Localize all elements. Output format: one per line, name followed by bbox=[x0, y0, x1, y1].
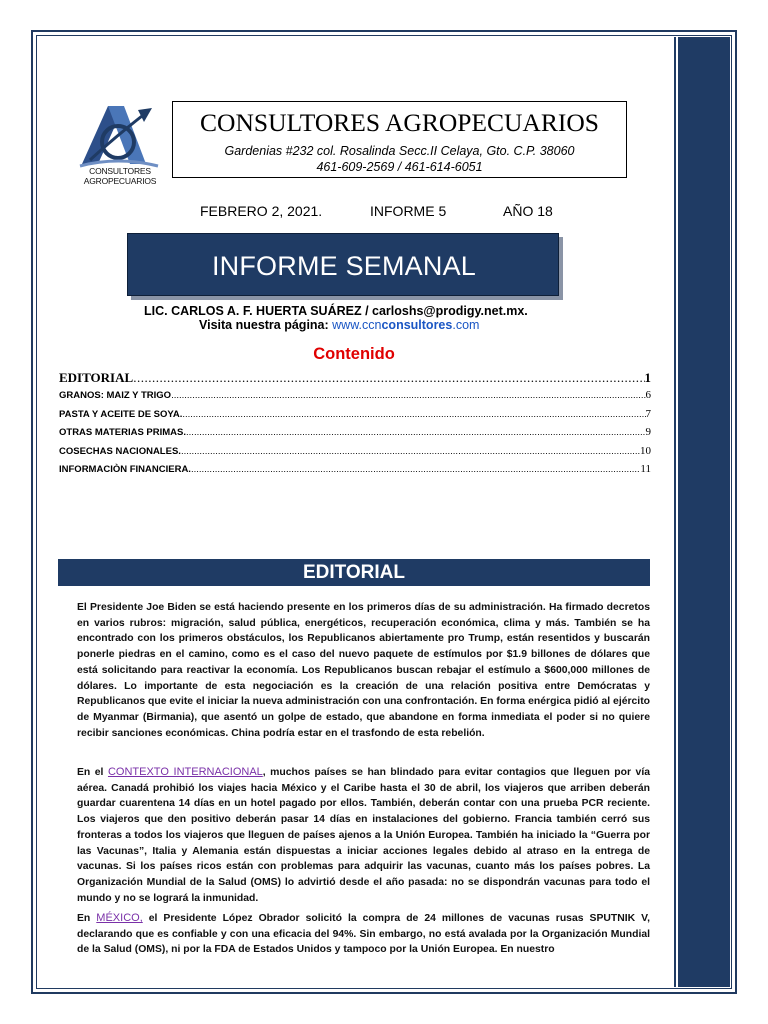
toc-item-financiera[interactable]: INFORMACIÒN FINANCIERA. ..... 11 bbox=[59, 463, 651, 482]
mexico-link[interactable]: MÉXICO, bbox=[96, 912, 143, 924]
company-address: Gardenias #232 col. Rosalinda Secc.II Celaya, Gto. C.P. 38060 bbox=[224, 144, 575, 158]
company-phones: 461-609-2569 / 461-614-6051 bbox=[316, 160, 483, 174]
company-name: CONSULTORES AGROPECUARIOS bbox=[200, 108, 599, 137]
website-line bbox=[199, 318, 599, 333]
toc-item-cosechas[interactable]: COSECHAS NACIONALES. ..... 10 bbox=[59, 445, 651, 464]
editorial-section-header bbox=[58, 559, 650, 586]
issue-date: FEBRERO 2, 2021. bbox=[200, 203, 323, 219]
toc-item-granos[interactable]: GRANOS: MAIZ Y TRIGO ..... 6 bbox=[59, 389, 651, 408]
logo-caption-line1: CONSULTORES bbox=[89, 166, 151, 176]
issue-year: AÑO 18 bbox=[503, 203, 553, 219]
editorial-paragraph-1: El Presidente Joe Biden se está haciendo presente en los primeros días de su administración. Ha firmado decretos en varios rubros: migración, salud pública, energéticos, recuperación económica, clima y más. También se ha encontrado con los primeros obstáculos, los Republicanos abiertamente pro Trump, están resentidos y buscarán ponerle piedras en el camino, como es el caso del nuevo paquete de estímulos por $1.9 billones de dólares que está solicitando para reactivar la economía. Los Republicanos buscan rebajar el estímulo a $600,000 millones de dólares. Lo importante de esta negociación es la creación de una relación positiva entre Demócratas y Republicanos que evite el iniciar la nueva administración con una confrontación. En forma enérgica pidió al ejército de Myanmar (Birmania), que asentó un golpe de estado, que abandone en forma inmediata el poder si no quiere recibir sanciones económicas. China podría estar en el trasfondo de esta rebelión. bbox=[77, 602, 650, 739]
editorial-paragraph-3: En MÉXICO, el Presidente López Obrador solicitó la compra de 24 millones de vacunas rusas SPUTNIK V, declarando que es confiable y con una eficacia del 94%. Sin embargo, no está avalada por la Organización Mundial de la Salud (OMS), ni por la FDA de Estados Unidos y tampoco por la Unión Europea. En nuestro bbox=[77, 912, 651, 956]
author-line: LIC. CARLOS A. F. HUERTA SUÁREZ / carloshs@prodigy.net.mx. bbox=[144, 304, 528, 318]
table-of-contents bbox=[59, 370, 651, 482]
logo-caption-line2: AGROPECUARIOS bbox=[83, 176, 157, 186]
report-title: INFORME SEMANAL bbox=[211, 251, 477, 281]
toc-title: Contenido bbox=[313, 345, 395, 363]
contexto-internacional-link[interactable]: CONTEXTO INTERNACIONAL bbox=[107, 766, 263, 778]
editorial-paragraph-2: En el CONTEXTO INTERNACIONAL, muchos países se han blindado para evitar contagios que lleguen por vía aérea. Canadá prohibió los viajes hacia México y el Caribe hasta el 30 de abril, los viajeros que arriben deberán guardar cuarentena 14 días en un hotel pagado por ellos. También, deberán contar con una prueba PCR reciente. Los viajeros que den positivo deberán pasar 14 días en instalaciones del gobierno. Francia también cerró sus fronteras a todos los viajeros que lleguen de países ajenos a la Unión Europea. También ha iniciado la “Guerra por las Vacunas”, Italia y Alemania están dispuestas a iniciar acciones legales debido al atraso en la entrega de vacunas. Si los países ricos están con problemas para adquirir las vacunas, cuanto más los países pobres. La Organización Mundial de la Salud (OMS) lo advirtió desde el año pasada: no se dispondrán vacunas para todo el mundo y no se logrará la inmunidad. bbox=[77, 766, 650, 904]
side-bar bbox=[678, 37, 730, 987]
logo-caption bbox=[78, 166, 162, 186]
toc-item-pasta-soya[interactable]: PASTA Y ACEITE DE SOYA. ..... 7 bbox=[59, 408, 651, 427]
issue-number: INFORME 5 bbox=[370, 203, 447, 219]
side-bar-edge bbox=[674, 37, 676, 987]
toc-item-editorial[interactable]: EDITORIAL ..... 1 bbox=[59, 370, 651, 388]
section-title: EDITORIAL bbox=[302, 562, 406, 583]
letterhead-box bbox=[172, 101, 627, 178]
report-banner bbox=[127, 233, 559, 296]
website-link[interactable]: www.ccnconsultores.com bbox=[332, 318, 480, 332]
website-label: Visita nuestra página: bbox=[199, 318, 329, 332]
toc-item-materias-primas[interactable]: OTRAS MATERIAS PRIMAS. ..... 9 bbox=[59, 426, 651, 445]
